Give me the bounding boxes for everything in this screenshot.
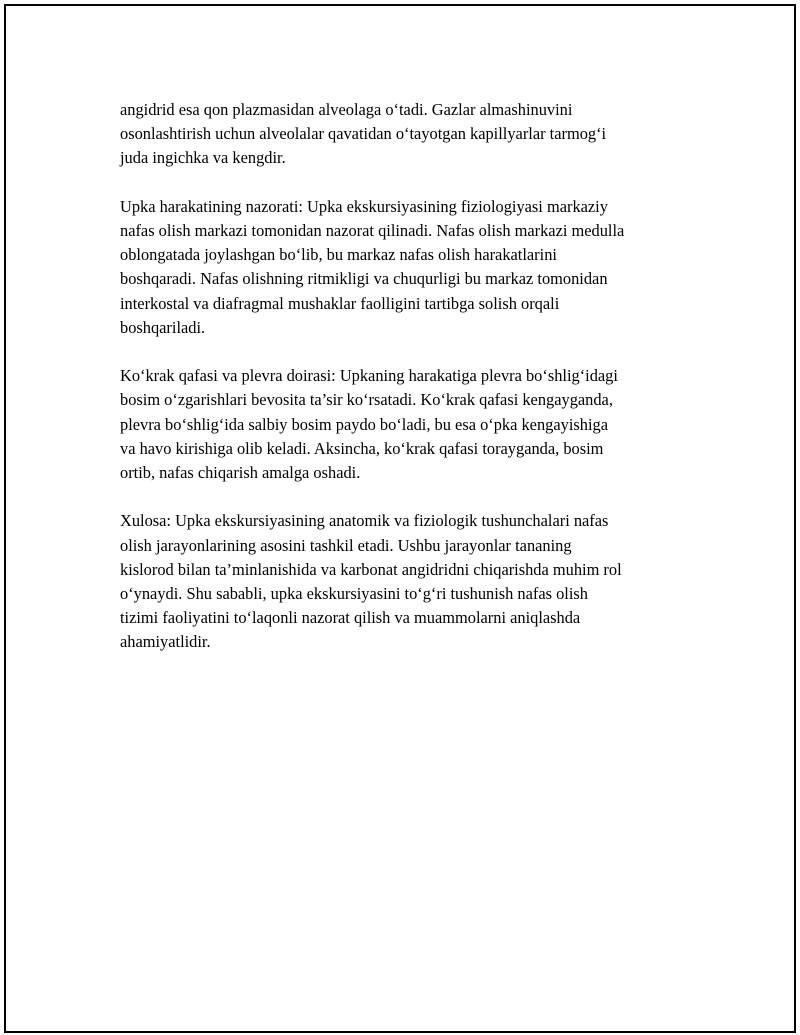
- text-line: Xulosa: Upka ekskursiyasining anatomik va fiziologik tushunchalari nafas: [120, 511, 609, 531]
- text-line: tizimi faoliyatini to‘laqonli nazorat qilish va muammolarni aniqlashda: [120, 608, 581, 628]
- text-line: nafas olish markazi tomonidan nazorat qilinadi. Nafas olish markazi medulla: [120, 221, 625, 240]
- text-line: boshqariladi.: [120, 317, 206, 337]
- paragraph-chest-and-pleura: [120, 364, 710, 485]
- text-line: bosim o‘zgarishlari bevosita ta’sir ko‘rsatadi. Ko‘krak qafasi kengayganda,: [120, 390, 613, 410]
- document-body: [120, 98, 710, 679]
- text-line: juda ingichka va kengdir.: [120, 148, 286, 168]
- text-line: oblongatada joylashgan bo‘lib, bu markaz nafas olish harakatlarini: [120, 245, 557, 265]
- text-line: ortib, nafas chiqarish amalga oshadi.: [120, 463, 361, 483]
- text-line: angidrid esa qon plazmasidan alveolaga o‘tadi. Gazlar almashinuvini: [120, 100, 573, 119]
- text-line: osonlashtirish uchun alveolalar qavatidan o‘tayotgan kapillyarlar tarmog‘i: [120, 124, 607, 144]
- text-line: kislorod bilan ta’minlanishida va karbonat angidridni chiqarishda muhim rol: [120, 559, 622, 579]
- text-line: Ko‘krak qafasi va plevra doirasi: Upkaning harakatiga plevra bo‘shlig‘idagi: [120, 366, 618, 386]
- paragraph-lung-movement-control: [120, 195, 710, 340]
- text-line: o‘ynaydi. Shu sababli, upka ekskursiyasini to‘g‘ri tushunish nafas olish: [120, 584, 588, 604]
- text-line: va havo kirishiga olib keladi. Aksincha, ko‘krak qafasi torayganda, bosim: [120, 438, 604, 458]
- paragraph-gas-exchange: [120, 98, 710, 171]
- text-line: interkostal va diafragmal mushaklar faolligini tartibga solish orqali: [120, 293, 560, 313]
- page-frame: [4, 4, 796, 1033]
- text-line: plevra bo‘shlig‘ida salbiy bosim paydo bo‘ladi, bu esa o‘pka kengayishiga: [120, 414, 608, 434]
- text-line: olish jarayonlarining asosini tashkil etadi. Ushbu jarayonlar tananing: [120, 535, 572, 555]
- text-line: Upka harakatining nazorati: Upka ekskursiyasining fiziologiyasi markaziy: [120, 196, 608, 216]
- text-line: ahamiyatlidir.: [120, 632, 211, 652]
- text-line: boshqaradi. Nafas olishning ritmikligi va chuqurligi bu markaz tomonidan: [120, 269, 608, 289]
- paragraph-conclusion: [120, 509, 710, 654]
